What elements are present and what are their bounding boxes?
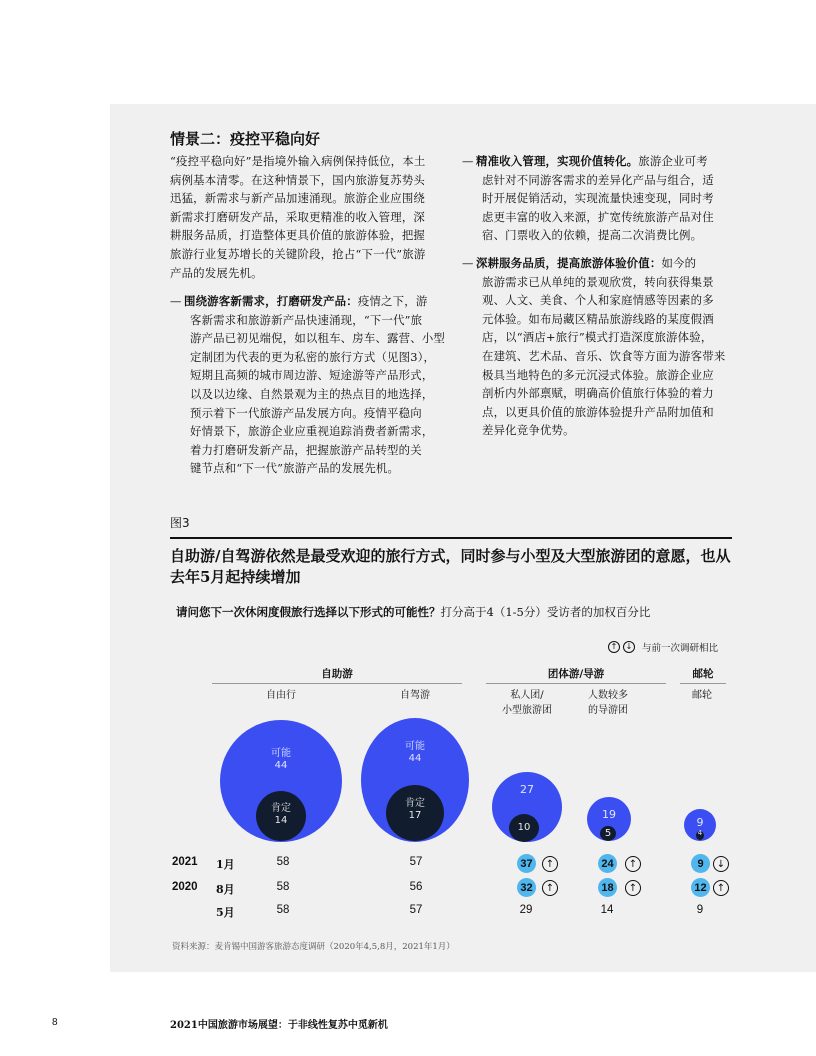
bullet-line: 点，以更具价值的旅游体验提升产品附加值和 bbox=[482, 404, 714, 419]
bullet-line: 宿、门票收入的依赖，提高二次消费比例。 bbox=[482, 228, 703, 243]
figure-title-line: 去年5月起持续增加 bbox=[170, 568, 301, 586]
certain-value: 17 bbox=[408, 810, 422, 821]
row-value: 57 bbox=[409, 904, 423, 916]
bullet-service bbox=[462, 254, 737, 440]
row-value-highlight: 12 bbox=[691, 878, 710, 897]
row-value: 9 bbox=[696, 904, 704, 916]
row-value: 14 bbox=[600, 904, 614, 916]
row-value: 29 bbox=[519, 904, 533, 916]
intro-line: 旅游行业复苏增长的关键阶段，抢占“下一代”旅游 bbox=[170, 246, 426, 261]
bullet-line: 键节点和“下一代”旅游产品的发展先机。 bbox=[190, 461, 400, 476]
question-bold: 请问您下一次休闲度假旅行选择以下形式的可能性？ bbox=[176, 605, 441, 619]
bullet-title: 深耕服务品质，提高旅游体验价值： bbox=[476, 256, 662, 270]
bubble-value: 4 bbox=[697, 829, 703, 837]
bullet-line: 极具当地特色的多元沉浸式体验。旅游企业应 bbox=[482, 367, 714, 382]
group-header-self: 自助游 bbox=[321, 668, 353, 680]
row-month: 1月 bbox=[216, 858, 235, 871]
bubble-value: 10 bbox=[517, 822, 531, 833]
bubble-value: 19 bbox=[602, 808, 616, 821]
bullet-text: 疫情之下，游 bbox=[357, 294, 428, 308]
row-value: 58 bbox=[276, 904, 290, 916]
category-label bbox=[487, 688, 567, 718]
possible-value: 44 bbox=[408, 753, 422, 764]
scenario-heading: 情景二：疫控平稳向好 bbox=[170, 130, 321, 148]
row-value-highlight: 24 bbox=[598, 854, 617, 873]
row-value-highlight: 9 bbox=[691, 854, 710, 873]
bullet-line: 时开展促销活动，实现流量快速变现，同时考 bbox=[482, 191, 714, 206]
bullet-line: 定制团为代表的更为私密的旅行方式（见图3）， bbox=[190, 349, 436, 364]
possible-label: 可能 bbox=[271, 748, 291, 759]
bullet-dash: — bbox=[462, 256, 474, 270]
source-note: 资料来源：麦肯锡中国游客旅游态度调研（2020年4,5,8月，2021年1月） bbox=[172, 942, 455, 952]
legend-text: 与前一次调研相比 bbox=[642, 643, 719, 654]
bullet-text: 旅游企业可考 bbox=[638, 154, 708, 168]
bullet-line: 着力打磨研发新产品，把握旅游产品转型的关 bbox=[190, 442, 422, 457]
bullet-line: 观、人文、美食、个人和家庭情感等因素的多 bbox=[482, 293, 714, 308]
category-label-line: 人数较多 bbox=[588, 690, 628, 701]
up-arrow-icon: ↑ bbox=[713, 880, 729, 896]
page-number: 8 bbox=[52, 1017, 58, 1028]
bullet-title: 围绕游客新需求，打磨研发产品： bbox=[184, 294, 358, 308]
figure-title bbox=[170, 546, 740, 588]
up-arrow-icon: ↑ bbox=[542, 856, 558, 872]
group-header-tour: 团体游/导游 bbox=[547, 668, 605, 680]
bullet-new-demand bbox=[170, 292, 450, 478]
possible-label: 可能 bbox=[405, 741, 425, 752]
report-title: 2021中国旅游市场展望：于非线性复苏中觅新机 bbox=[170, 1020, 388, 1031]
row-value: 58 bbox=[276, 856, 290, 868]
intro-paragraph bbox=[170, 152, 442, 282]
bullet-line: 在建筑、艺术品、音乐、饮食等方面为游客带来 bbox=[482, 348, 726, 363]
certain-label: 肯定 bbox=[405, 798, 425, 809]
intro-line: “疫控平稳向好”是指境外输入病例保持低位，本土 bbox=[170, 154, 426, 168]
up-arrow-icon: ↑ bbox=[542, 880, 558, 896]
category-label-line: 的导游团 bbox=[588, 705, 628, 716]
row-month: 8月 bbox=[216, 883, 235, 896]
possible-value: 44 bbox=[274, 760, 288, 771]
up-arrow-icon: ↑ bbox=[625, 880, 641, 896]
category-label-line: 小型旅游团 bbox=[502, 705, 552, 716]
intro-line: 耕服务品质，打造整体更具价值的旅游体验，把握 bbox=[170, 228, 425, 243]
bullet-text: 如今的 bbox=[661, 256, 697, 270]
intro-line: 新需求打磨研发产品，采取更精准的收入管理，深 bbox=[170, 209, 425, 224]
down-arrow-icon: ↓ bbox=[713, 856, 729, 872]
bullet-line: 差异化竞争优势。 bbox=[482, 423, 575, 438]
trend-legend bbox=[608, 640, 718, 654]
question-rest: 打分高于4（1-5分）受访者的加权百分比 bbox=[440, 605, 651, 619]
category-label-line: 自驾游 bbox=[400, 690, 430, 701]
bubble-label bbox=[261, 803, 301, 827]
bubble-value: 27 bbox=[520, 783, 534, 796]
up-arrow-icon: ↑ bbox=[625, 856, 641, 872]
bullet-line: 客新需求和旅游新产品快速涌现，“下一代”旅 bbox=[190, 312, 423, 327]
category-label-line: 自由行 bbox=[266, 690, 296, 701]
bullet-line: 预示着下一代旅游产品发展方向。疫情平稳向 bbox=[190, 405, 422, 420]
bullet-line: 虑针对不同游客需求的差异化产品与组合，适 bbox=[482, 172, 714, 187]
row-value-highlight: 32 bbox=[517, 878, 536, 897]
figure-rule bbox=[170, 537, 732, 539]
row-value-highlight: 18 bbox=[598, 878, 617, 897]
category-label bbox=[568, 688, 648, 718]
category-label-line: 邮轮 bbox=[692, 690, 712, 701]
bullet-line: 以及以边缘、自然景观为主的热点目的地选择， bbox=[190, 386, 434, 401]
row-value: 58 bbox=[276, 881, 290, 893]
row-year: 2021 bbox=[172, 856, 198, 868]
group-header-cruise: 邮轮 bbox=[692, 668, 714, 680]
bullet-line: 短期且高频的城市周边游、短途游等产品形式， bbox=[190, 368, 434, 383]
intro-line: 迅猛，新需求与新产品加速涌现。旅游企业应围绕 bbox=[170, 191, 425, 206]
bullet-line: 旅游需求已从单纯的景观欣赏，转向获得集景 bbox=[482, 274, 714, 289]
bubble-label bbox=[395, 798, 435, 822]
bullet-title: 精准收入管理，实现价值转化。 bbox=[476, 154, 639, 168]
row-year: 2020 bbox=[172, 881, 198, 893]
row-value: 56 bbox=[409, 881, 423, 893]
group-line bbox=[212, 683, 462, 684]
category-label bbox=[241, 688, 321, 703]
bullet-line: 剖析内外部禀赋，明确高价值旅行体验的着力 bbox=[482, 386, 714, 401]
up-arrow-icon: ↑ bbox=[608, 641, 620, 653]
intro-line: 产品的发展先机。 bbox=[170, 265, 263, 280]
intro-line: 病例基本清零。在这种情景下，国内旅游复苏势头 bbox=[170, 172, 425, 187]
survey-question bbox=[176, 604, 650, 620]
figure-label: 图3 bbox=[170, 516, 190, 530]
certain-label: 肯定 bbox=[271, 803, 291, 814]
bullet-line: 店，以“酒店+旅行”模式打造深度旅游体验， bbox=[482, 330, 713, 345]
bubble-label bbox=[260, 748, 302, 772]
down-arrow-icon: ↓ bbox=[623, 641, 635, 653]
bullet-dash: — bbox=[462, 154, 474, 168]
bubble-value: 5 bbox=[604, 828, 612, 839]
figure-title-line: 自助游/自驾游依然是最受欢迎的旅行方式，同时参与小型及大型旅游团的意愿，也从 bbox=[170, 547, 731, 565]
bullet-line: 游产品已初见端倪，如以租车、房车、露营、小型 bbox=[190, 331, 445, 346]
group-line bbox=[486, 683, 666, 684]
bullet-dash: — bbox=[170, 294, 182, 308]
certain-value: 14 bbox=[274, 815, 288, 826]
group-line bbox=[680, 683, 726, 684]
category-label bbox=[375, 688, 455, 703]
bullet-line: 好情景下，旅游企业应重视追踪消费者新需求， bbox=[190, 424, 434, 439]
bullet-line: 元体验。如布局藏区精品旅游线路的某度假酒 bbox=[482, 311, 714, 326]
bullet-revenue bbox=[462, 152, 737, 245]
bubble-label bbox=[394, 741, 436, 765]
bubble-value: 9 bbox=[696, 816, 704, 829]
row-value: 57 bbox=[409, 856, 423, 868]
row-value-highlight: 37 bbox=[517, 854, 536, 873]
bullet-line: 虑更丰富的收入来源，扩宽传统旅游产品对住 bbox=[482, 209, 714, 224]
category-label bbox=[672, 688, 732, 703]
row-month: 5月 bbox=[216, 906, 235, 919]
category-label-line: 私人团/ bbox=[510, 690, 544, 701]
